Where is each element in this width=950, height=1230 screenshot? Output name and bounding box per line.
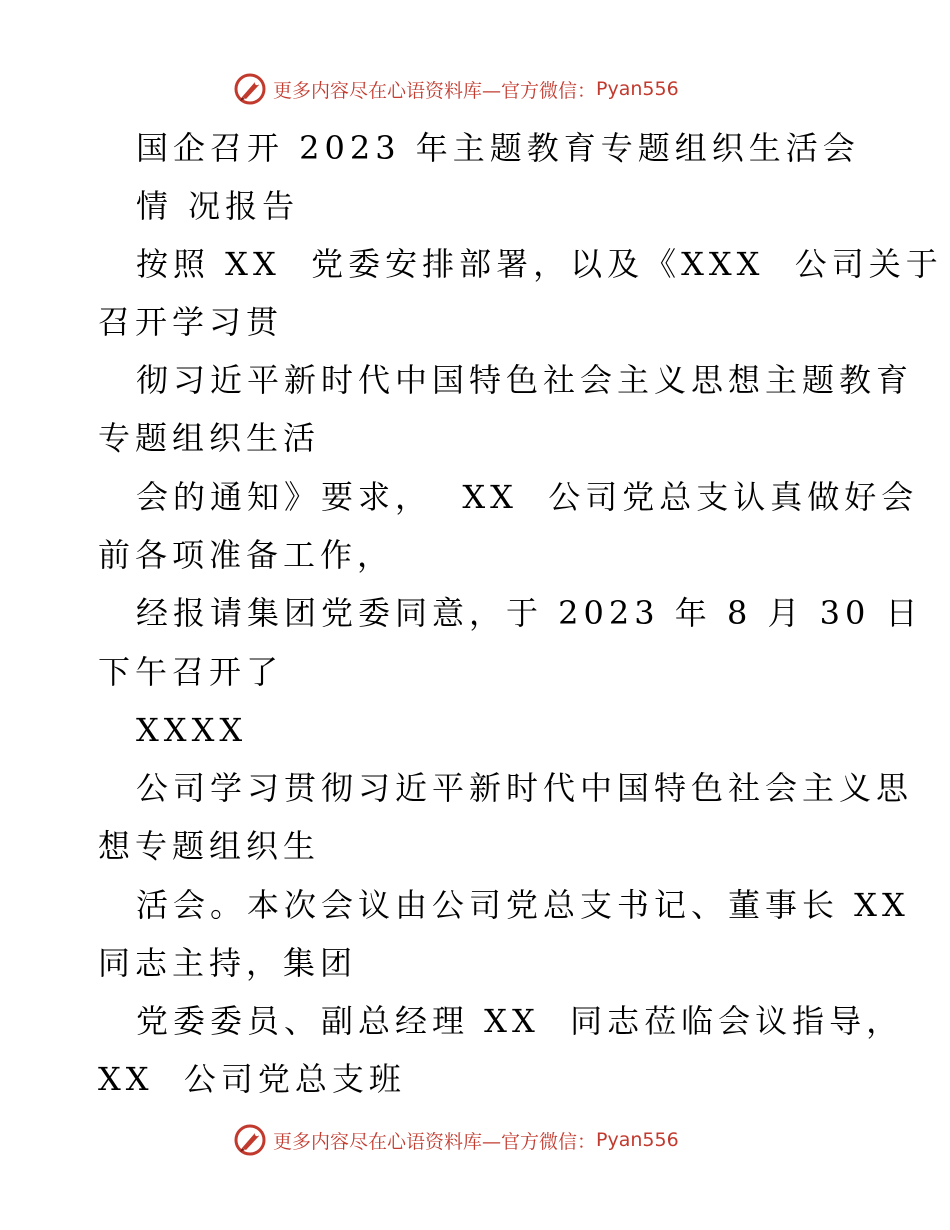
paragraph-line: 下午召开了 [98, 653, 284, 691]
document-title-line-2: 情 况报告 [136, 187, 300, 225]
paragraph-line: 专题组织生活 [98, 419, 321, 457]
paragraph-line: 党委委员、副总经理 XX 同志莅临会议指导， [136, 1002, 904, 1040]
header-watermark-text: 更多内容尽在心语资料库—官方微信： [273, 79, 597, 102]
paragraph-line: 公司学习贯彻习近平新时代中国特色社会主义思 [136, 769, 914, 807]
pen-logo-icon [233, 72, 267, 106]
footer-wechat-id: Pyan556 [596, 1129, 679, 1151]
paragraph-line: 彻习近平新时代中国特色社会主义思想主题教育 [136, 361, 914, 399]
paragraph-line: 召开学习贯 [98, 303, 284, 341]
footer-watermark-text: 更多内容尽在心语资料库—官方微信： [273, 1130, 597, 1153]
document-title-line-1: 国企召开 2023 年主题教育专题组织生活会 [136, 129, 860, 167]
paragraph-line: 按照 XX 党委安排部署，以及《XXX 公司关于 [136, 245, 943, 283]
pen-logo-icon [233, 1123, 267, 1157]
paragraph-line: XX 公司党总支班 [98, 1060, 406, 1098]
paragraph-line: 会的通知》要求， XX 公司党总支认真做好会 [136, 478, 919, 516]
paragraph-line: 经报请集团党委同意，于 2023 年 8 月 30 日 [136, 594, 923, 632]
paragraph-line: 前各项准备工作， [98, 536, 395, 574]
paragraph-line: XXXX [136, 711, 248, 749]
header-watermark-banner [233, 71, 679, 107]
footer-watermark-banner [233, 1122, 679, 1158]
paragraph-line: 同志主持，集团 [98, 944, 358, 982]
paragraph-line: 想专题组织生 [98, 827, 321, 865]
header-wechat-id: Pyan556 [596, 78, 679, 100]
paragraph-line: 活会。本次会议由公司党总支书记、董事长 XX [136, 886, 910, 924]
